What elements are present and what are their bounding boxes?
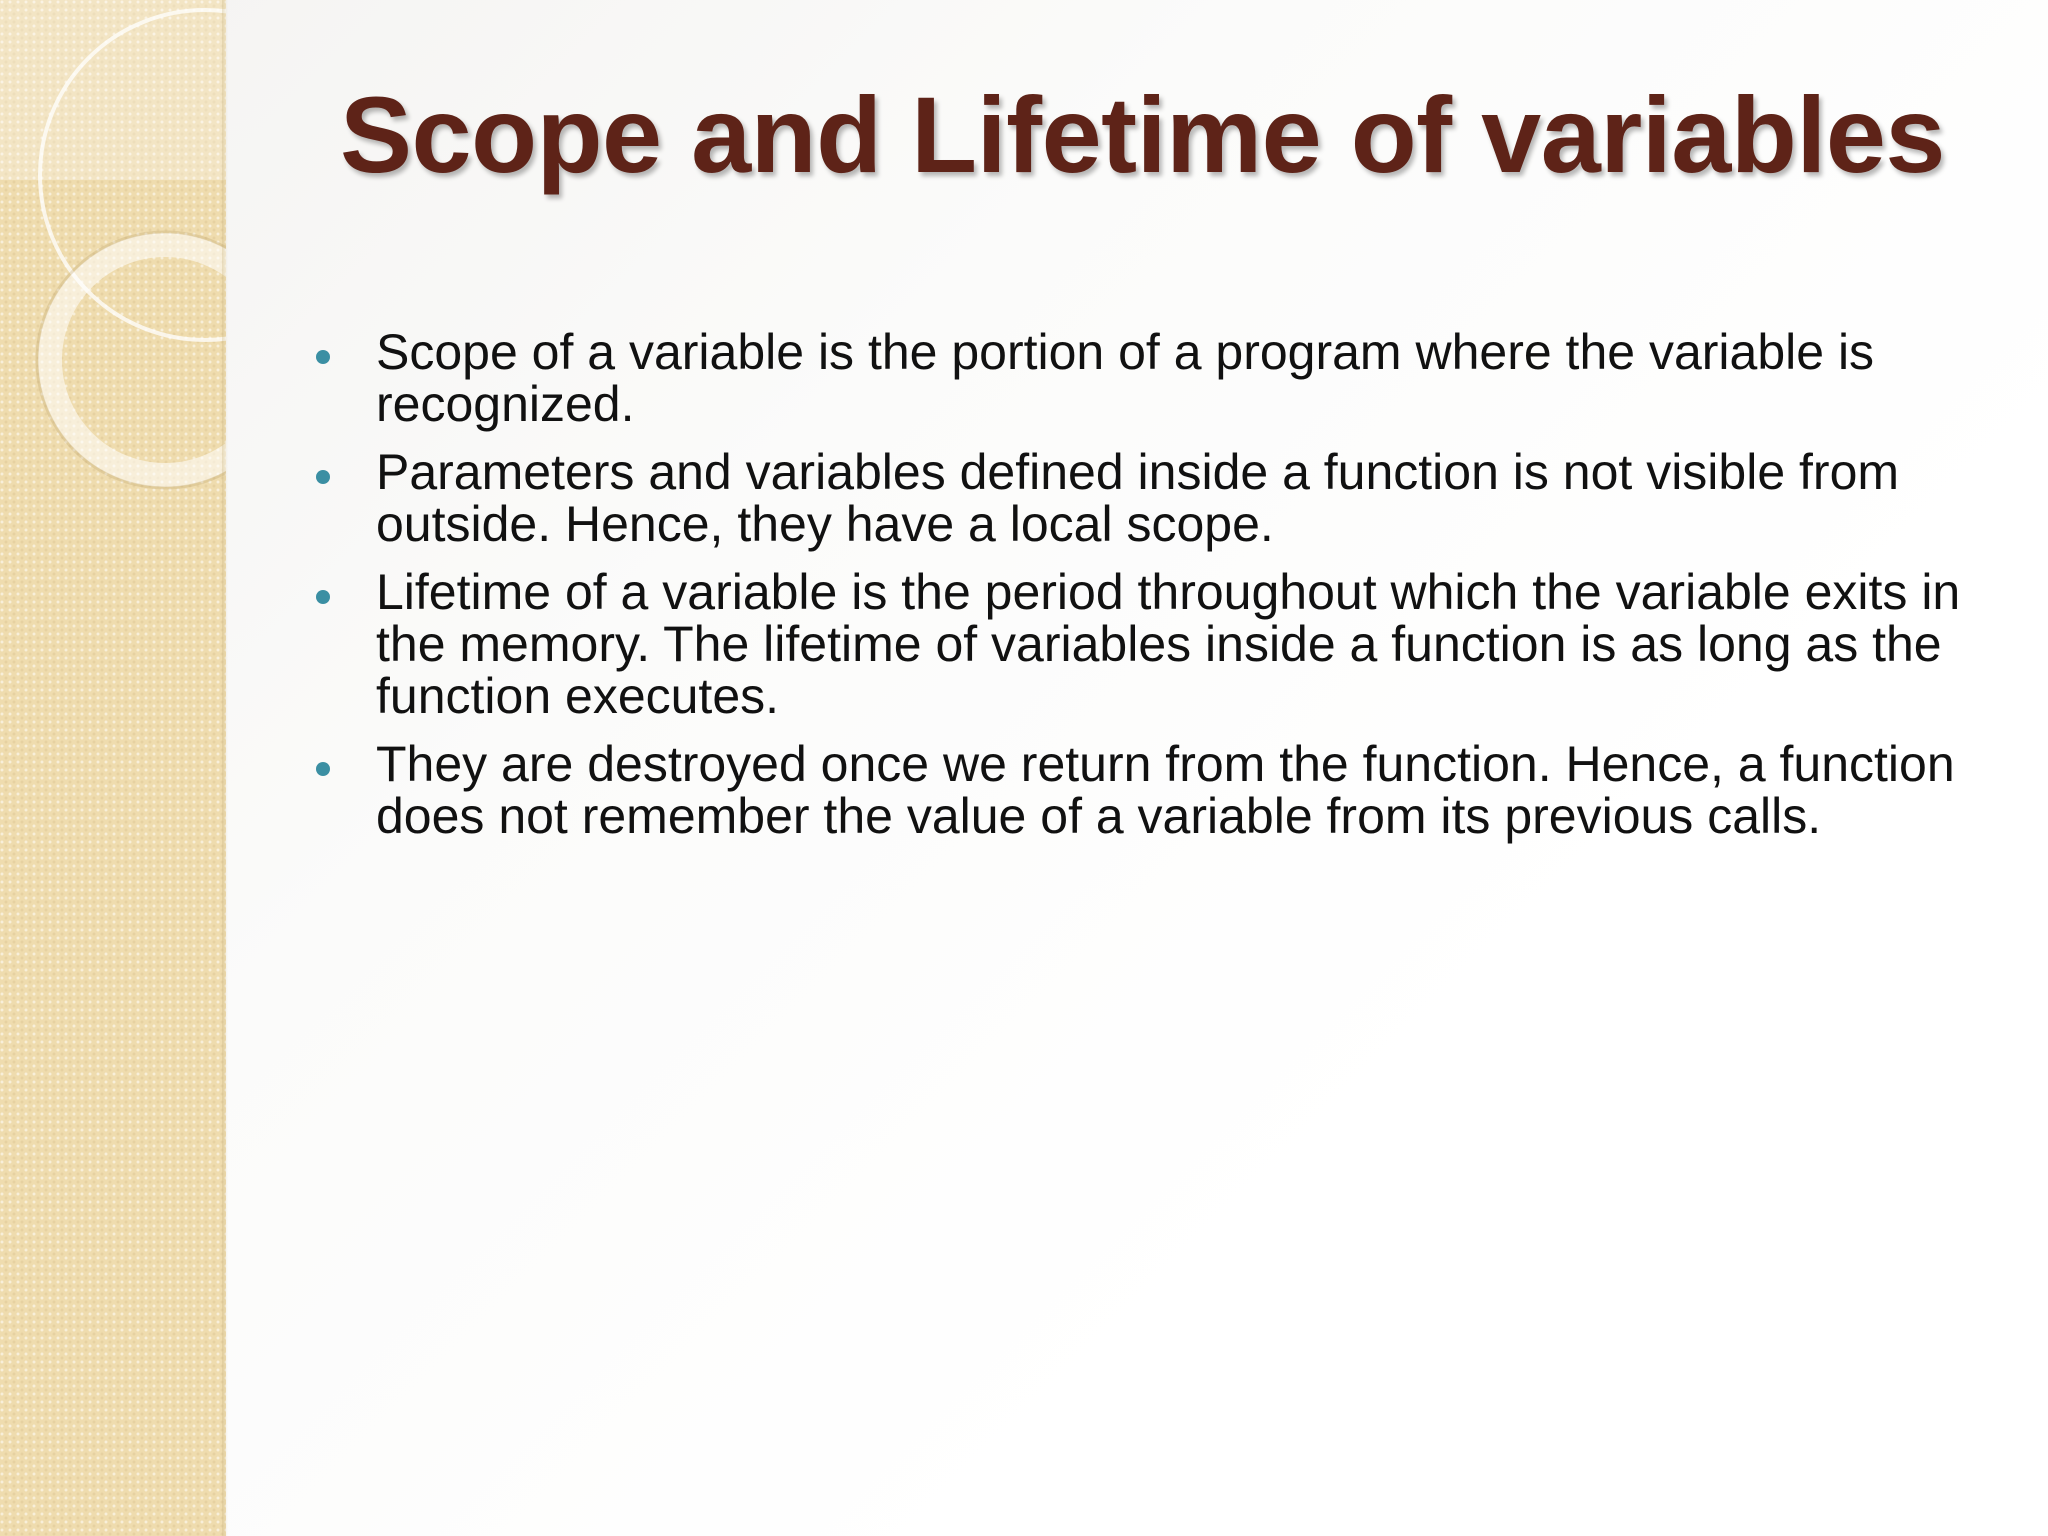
bullet-item xyxy=(310,326,1990,430)
bullet-item xyxy=(310,566,1990,722)
decorative-side-panel xyxy=(0,0,226,1536)
bullet-item xyxy=(310,446,1990,550)
bullet-marker-icon xyxy=(316,350,330,364)
bullet-marker-icon xyxy=(316,762,330,776)
bullet-item xyxy=(310,738,1990,842)
decorative-ring-shadow xyxy=(37,232,226,488)
bullet-marker-icon xyxy=(316,590,330,604)
bullet-marker-icon xyxy=(316,470,330,484)
bullet-text: They are destroyed once we return from the function. Hence, a function does not remember the value of a variable from its previous calls. xyxy=(376,736,1955,844)
slide-title: Scope and Lifetime of variables xyxy=(340,74,1945,195)
bullet-text: Lifetime of a variable is the period throughout which the variable exits in the memory. The lifetime of variables inside a function is as long as the function executes. xyxy=(376,564,1961,724)
bullet-text: Scope of a variable is the portion of a program where the variable is recognized. xyxy=(376,324,1875,432)
bullet-text: Parameters and variables defined inside a function is not visible from outside. Hence, they have a local scope. xyxy=(376,444,1900,552)
bullet-list xyxy=(310,326,1990,858)
side-panel-edge xyxy=(222,0,228,1536)
decorative-ring-thick xyxy=(50,245,226,475)
decorative-rings xyxy=(0,0,226,520)
